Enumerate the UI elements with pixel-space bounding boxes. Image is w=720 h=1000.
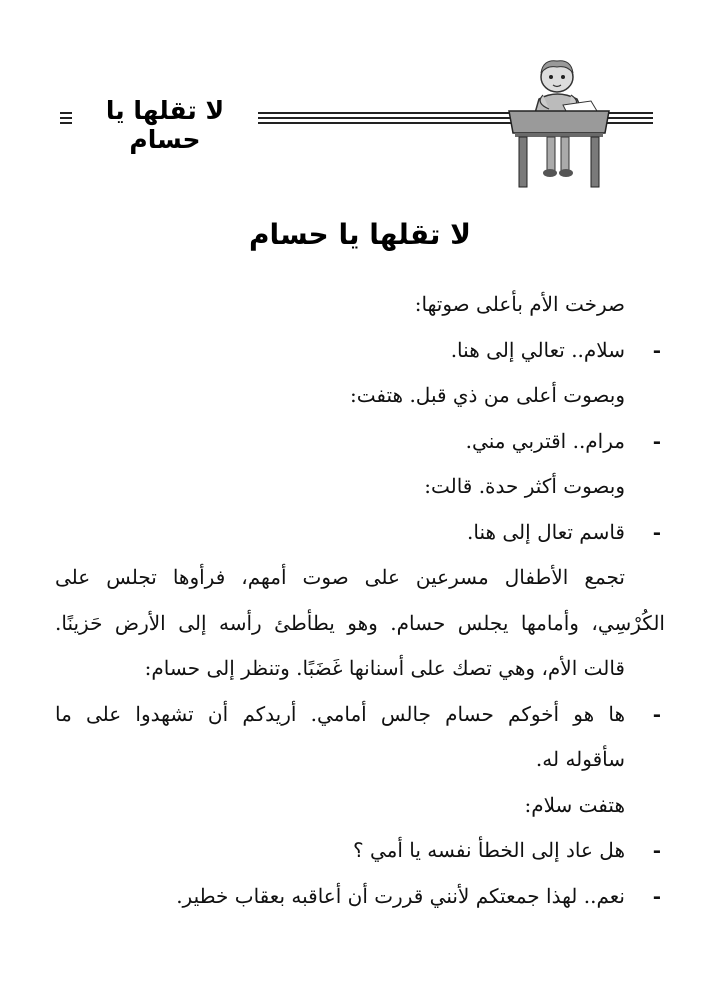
- narration-line: [55, 555, 665, 601]
- dialogue-line: [55, 874, 665, 920]
- line-text: قالت الأم، وهي تصك على أسنانها غَضَبًا. وتنظر إلى حسام:: [144, 656, 625, 680]
- line-text: وبصوت أعلى من ذي قبل. هتفت:: [350, 383, 625, 407]
- dialogue-line: [55, 328, 665, 374]
- narration-line: [55, 601, 665, 647]
- narration-line: [55, 646, 665, 692]
- dash-bullet-icon: -: [652, 883, 661, 908]
- dash-bullet-icon: -: [652, 519, 661, 544]
- dash-bullet-icon: -: [652, 428, 661, 453]
- line-text: سلام.. تعالي إلى هنا.: [450, 337, 625, 362]
- dash-bullet-icon: -: [652, 701, 661, 726]
- dialogue-line: [55, 419, 665, 465]
- line-text: الكُرْسِي، وأمامها يجلس حسام. وهو يطأطئ رأسه إلى الأرض حَزينًا.: [55, 610, 665, 635]
- line-text: قاسم تعال إلى هنا.: [467, 519, 625, 544]
- header-rule-left: [60, 112, 72, 127]
- line-text: وبصوت أكثر حدة. قالت:: [424, 474, 625, 498]
- narration-line: [55, 783, 665, 829]
- line-text: مرام.. اقتربي مني.: [465, 428, 625, 453]
- dash-bullet-icon: -: [652, 838, 661, 862]
- page-title: لا تقلها يا حسام: [249, 218, 471, 251]
- dialogue-line: [55, 828, 665, 874]
- header-title: لا تقلها يا حسام: [105, 96, 225, 154]
- line-text: تجمع الأطفال مسرعين على صوت أمهم، فرأوها تجلس على: [55, 565, 625, 589]
- dialogue-line: [55, 510, 665, 556]
- dash-bullet-icon: -: [652, 337, 661, 362]
- narration-line: [55, 464, 665, 510]
- chapter-header: [0, 0, 720, 200]
- line-text: نعم.. لهذا جمعتكم لأنني قررت أن أعاقبه بعقاب خطير.: [176, 883, 625, 908]
- narration-line: [55, 282, 665, 328]
- narration-line: [55, 737, 665, 783]
- story-body: [55, 282, 665, 919]
- boy-at-desk-illustration: [505, 55, 615, 190]
- narration-line: [55, 373, 665, 419]
- line-text: سأقوله له.: [535, 747, 625, 771]
- line-text: هل عاد إلى الخطأ نفسه يا أمي ؟: [353, 838, 625, 862]
- line-text: ها هو أخوكم حسام جالس أمامي. أريدكم أن تشهدوا على ما: [55, 701, 625, 726]
- dialogue-line: [55, 692, 665, 738]
- line-text: صرخت الأم بأعلى صوتها:: [414, 292, 625, 316]
- line-text: هتفت سلام:: [524, 792, 625, 817]
